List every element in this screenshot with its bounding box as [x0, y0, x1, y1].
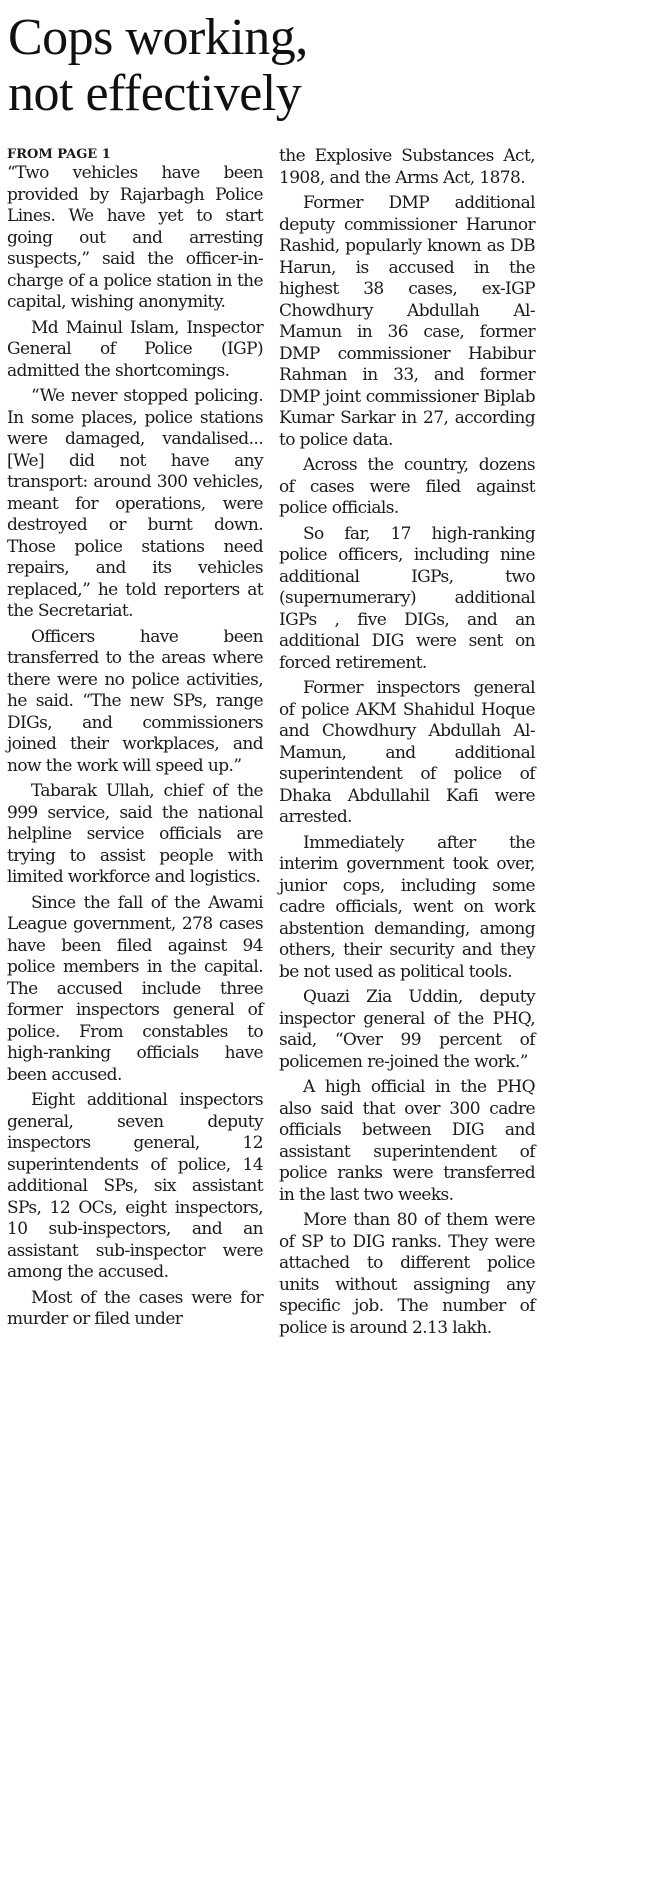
paragraph: More than 80 of them were of SP to DIG ranks. They were attached to different police units without assigning any specific job. The number of police is around 2.13 lakh.: [279, 1210, 535, 1338]
paragraph: Most of the cases were for murder or filed under: [7, 1287, 263, 1329]
paragraph: Eight additional inspectors general, seven deputy inspectors general, 12 superintendents of police, 14 additional SPs, six assistant SPs, 12 OCs, eight inspectors, 10 sub-inspectors, and an assistant sub-inspector were among the accused.: [7, 1090, 263, 1282]
left-column: [7, 146, 263, 1335]
paragraph: A high official in the PHQ also said that over 300 cadre officials between DIG and assistant superintendent of police ranks were transferred in the last two weeks.: [279, 1077, 535, 1205]
paragraph: Officers have been transferred to the areas where there were no police activities, he said. “The new SPs, range DIGs, and commissioners joined their workplaces, and now the work will speed up.”: [7, 626, 263, 776]
headline-line-2: not effectively: [8, 65, 302, 122]
paragraph: Md Mainul Islam, Inspector General of Police (IGP) admitted the shortcomings.: [7, 317, 263, 381]
paragraph: Immediately after the interim government took over, junior cops, including some cadre officials, went on work abstention demanding, among others, their security and they be not used as political tools.: [279, 832, 535, 982]
continued-from-kicker: FROM PAGE 1: [7, 147, 111, 162]
headline-line-1: Cops working,: [8, 9, 308, 66]
paragraph: Across the country, dozens of cases were filed against police officials.: [279, 455, 535, 518]
paragraph: Tabarak Ullah, chief of the 999 service, said the national helpline service officials are trying to assist people with limited workforce and logistics.: [7, 781, 263, 887]
paragraph: Quazi Zia Uddin, deputy inspector general of the PHQ, said, “Over 99 percent of policemen re-joined the work.”: [279, 987, 535, 1072]
paragraph: “Two vehicles have been provided by Rajarbagh Police Lines. We have yet to start going out and arresting suspects,” said the officer-in-charge of a police station in the capital, wishing anonymity.: [7, 163, 263, 312]
right-column: [279, 146, 535, 1343]
paragraph: Since the fall of the Awami League government, 278 cases have been filed against 94 police members in the capital. The accused include three former inspectors general of police. From constables to high-ranking officials have been accused.: [7, 892, 263, 1085]
paragraph: “We never stopped policing. In some places, police stations were damaged, vandalised... [We] did not have any transport: around 300 vehicles, meant for operations, were destroyed or burnt down. Those police stations need repairs, and its vehicles replaced,” he told reporters at the Secretariat.: [7, 386, 263, 621]
paragraph: Former DMP additional deputy commissioner Harunor Rashid, popularly known as DB Harun, is accused in the highest 38 cases, ex-IGP Chowdhury Abdullah Al-Mamun in 36 case, former DMP commissioner Habibur Rahman in 33, and former DMP joint commissioner Biplab Kumar Sarkar in 27, according to police data.: [279, 193, 535, 450]
paragraph: So far, 17 high-ranking police officers, including nine additional IGPs, two (supernumerary) additional IGPs , five DIGs, and an additional DIG were sent on forced retirement.: [279, 523, 535, 673]
paragraph: the Explosive Substances Act, 1908, and the Arms Act, 1878.: [279, 146, 535, 188]
paragraph: Former inspectors general of police AKM Shahidul Hoque and Chowdhury Abdullah Al-Mamun, and additional superintendent of police of Dhaka Abdullahil Kafi were arrested.: [279, 678, 535, 827]
article-headline: [8, 10, 533, 122]
